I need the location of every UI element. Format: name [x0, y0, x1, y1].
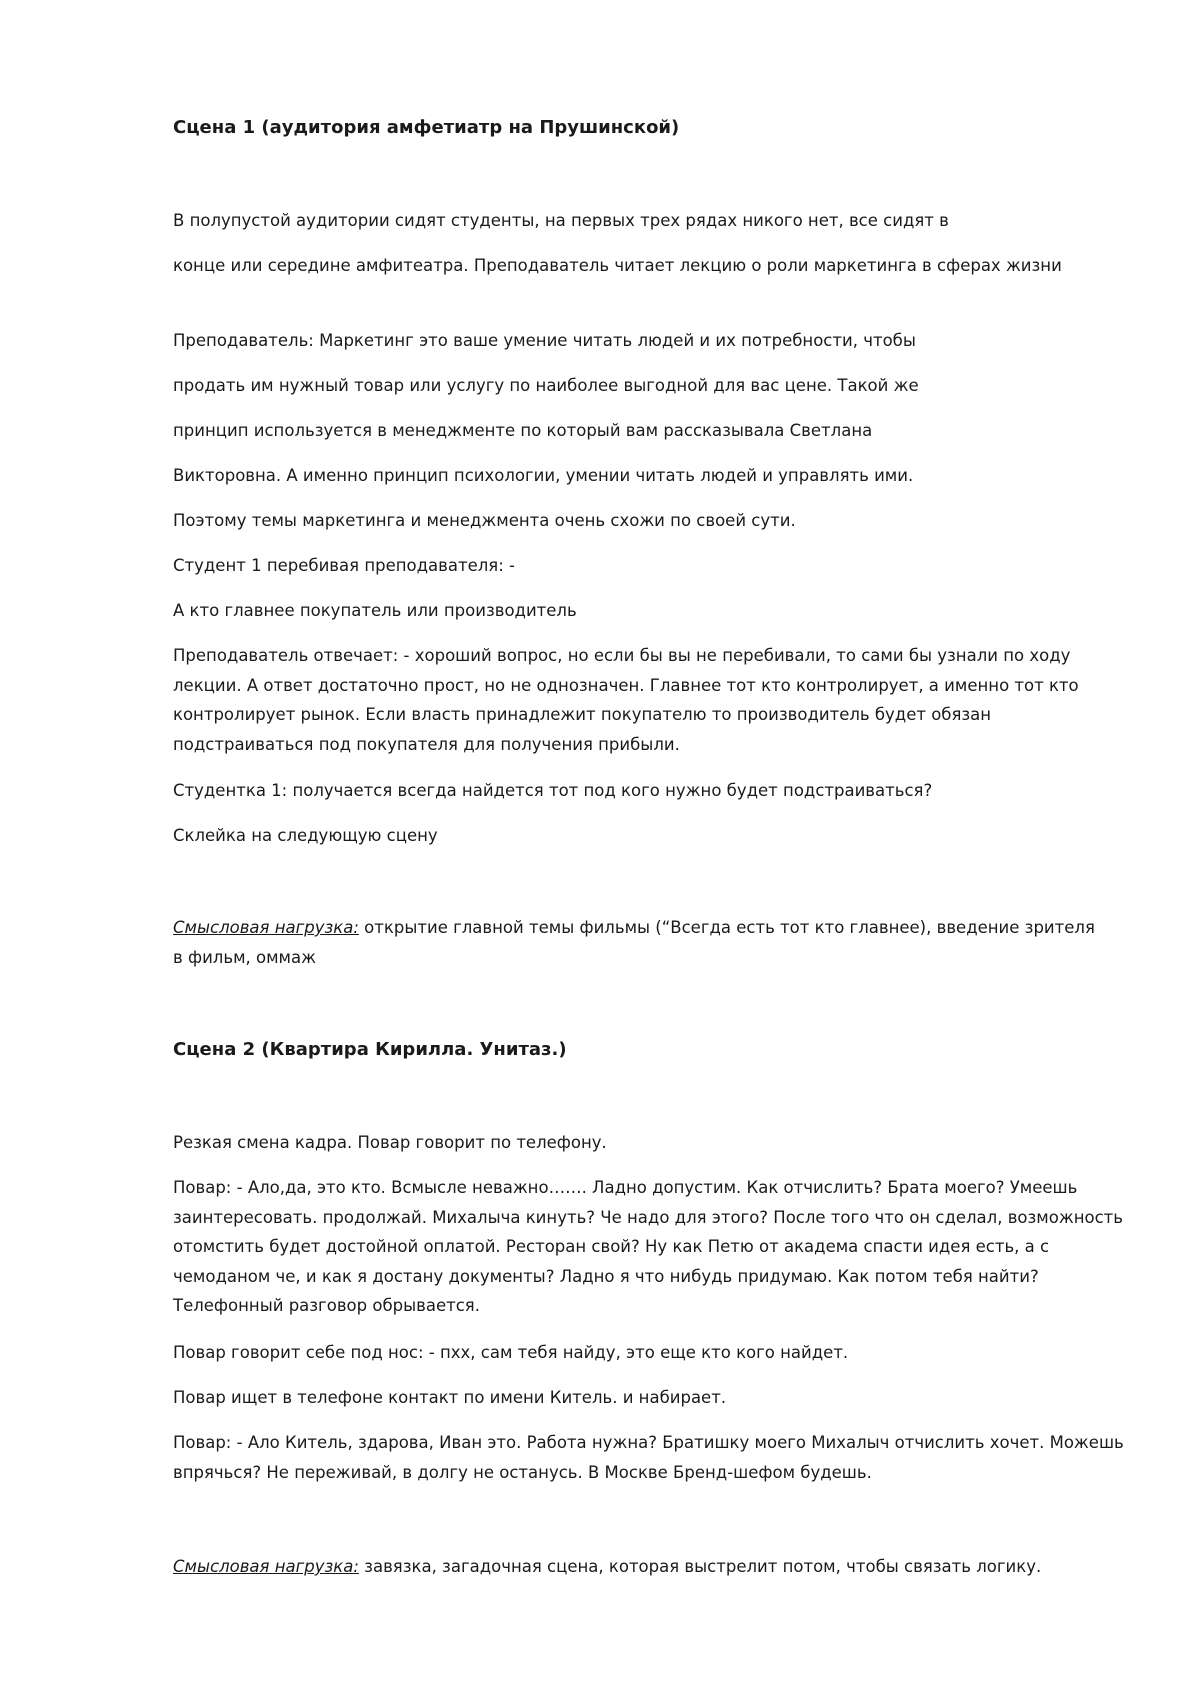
scene1-meaning-label: Смысловая нагрузка: [173, 918, 359, 937]
scene2-paragraph-2: Повар: - Ало,да, это кто. Всмысле неважно……. Ладно допустим. Как отчислить? Брата моего? Умеешь заинтересовать. продолжай. Михалыча кинуть? Че надо для этого? После того что он сделал, возможность отомстить будет достойной оплатой. Ресторан свой? Ну как Петю от академа спасти идея есть, а с чемоданом че, и как я достану документы? Ладно я что нибудь придумаю. Как потом тебя найти? Телефонный разговор обрывается. [173, 1178, 1123, 1315]
scene1-paragraph-1: В полупустой аудитории сидят студенты, на первых трех рядах никого нет, все сидят в [173, 211, 949, 230]
scene1-meaning [173, 913, 1103, 972]
scene2-paragraph-3: Повар говорит себе под нос: - пхх, сам тебя найду, это еще кто кого найдет. [173, 1343, 849, 1362]
scene2-meaning [173, 1552, 1133, 1582]
scene1-heading: Сцена 1 (аудитория амфетиатр на Прушинской) [173, 117, 680, 138]
scene1-paragraph-9: А кто главнее покупатель или производитель [173, 601, 577, 620]
scene2-paragraph-1: Резкая смена кадра. Повар говорит по телефону. [173, 1133, 607, 1152]
scene1-paragraph-3: Преподаватель: Маркетинг это ваше умение читать людей и их потребности, чтобы [173, 331, 916, 350]
scene2-paragraph-5: Повар: - Ало Китель, здарова, Иван это. Работа нужна? Братишку моего Михалыч отчислить хочет. Можешь впрячься? Не переживай, в долгу не останусь. В Москве Бренд-шефом будешь. [173, 1433, 1124, 1482]
scene1-paragraph-4: продать им нужный товар или услугу по наиболее выгодной для вас цене. Такой же [173, 376, 919, 395]
scene1-paragraph-12: Склейка на следующую сцену [173, 826, 438, 845]
scene2-meaning-text: завязка, загадочная сцена, которая выстрелит потом, чтобы связать логику. [358, 1557, 1042, 1576]
scene1-paragraph-7: Поэтому темы маркетинга и менеджмента очень схожи по своей сути. [173, 511, 796, 530]
scene1-paragraph-2: конце или середине амфитеатра. Преподаватель читает лекцию о роли маркетинга в сферах жизни [173, 256, 1062, 275]
scene2-heading: Сцена 2 (Квартира Кирилла. Унитаз.) [173, 1039, 567, 1060]
scene2-meaning-label: Смысловая нагрузка: [173, 1557, 359, 1576]
scene1-paragraph-10: Преподаватель отвечает: - хороший вопрос, но если бы вы не перебивали, то сами бы узнали по ходу лекции. А ответ достаточно прост, но не однозначен. Главнее тот кто контролирует, а именно тот кто контролирует рынок. Если власть принадлежит покупателю то производитель будет обязан подстраиваться под покупателя для получения прибыли. [173, 646, 1079, 754]
scene1-paragraph-11: Студентка 1: получается всегда найдется тот под кого нужно будет подстраиваться? [173, 781, 933, 800]
scene1-meaning-text: открытие главной темы фильмы (“Всегда есть тот кто главнее), введение зрителя в фильм, оммаж [173, 918, 1095, 967]
scene1-paragraph-5: принцип используется в менеджменте по который вам рассказывала Светлана [173, 421, 873, 440]
scene1-paragraph-8: Студент 1 перебивая преподавателя: - [173, 556, 515, 575]
scene1-paragraph-6: Викторовна. А именно принцип психологии, умении читать людей и управлять ими. [173, 466, 914, 485]
scene2-paragraph-4: Повар ищет в телефоне контакт по имени Китель. и набирает. [173, 1388, 727, 1407]
